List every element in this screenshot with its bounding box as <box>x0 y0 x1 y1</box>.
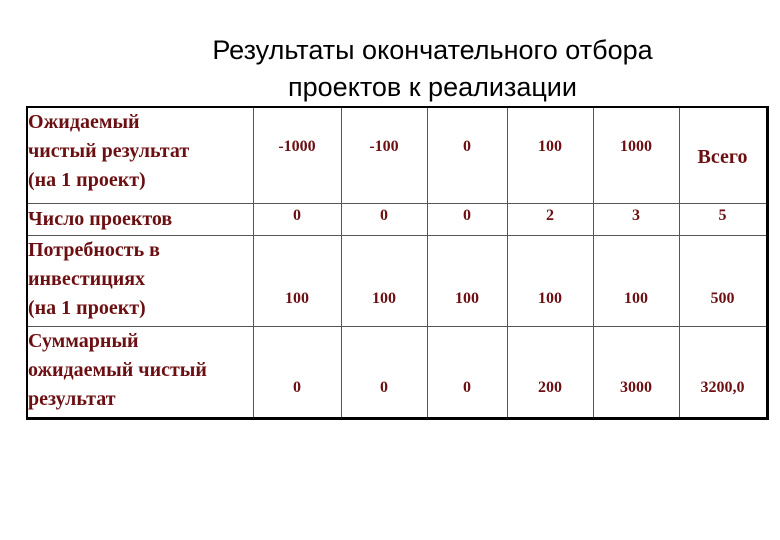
table-cell: 100 <box>507 107 593 203</box>
table-cell: 100 <box>593 235 679 326</box>
row-label-line: инвестициях <box>28 267 146 290</box>
row-label-line: Суммарный <box>28 329 139 352</box>
table-cell: 3000 <box>593 326 679 418</box>
table-row-investment-need <box>27 235 767 326</box>
table-cell-total: 5 <box>679 203 767 235</box>
row-label-line: (на 1 проект) <box>28 169 146 191</box>
table-cell: 100 <box>427 235 507 326</box>
page-title-line-1: Результаты окончательного отбора <box>212 35 653 65</box>
row-label-line: Ожидаемый <box>28 111 140 133</box>
row-label-expected-net-result <box>27 107 253 203</box>
row-label-line: Потребность в <box>28 238 160 261</box>
table-cell: 0 <box>341 203 427 235</box>
table-cell: -1000 <box>253 107 341 203</box>
row-label-line: чистый результат <box>28 140 190 162</box>
row-label-investment-need <box>27 235 253 326</box>
table-cell: 1000 <box>593 107 679 203</box>
table-cell: 0 <box>427 107 507 203</box>
table-row-expected-net-result <box>27 107 767 203</box>
table-cell: 100 <box>507 235 593 326</box>
results-table <box>26 106 769 420</box>
table-cell: 200 <box>507 326 593 418</box>
table-cell: 0 <box>427 326 507 418</box>
row-label-line: результат <box>28 387 116 410</box>
table-cell: 0 <box>341 326 427 418</box>
table-cell: 2 <box>507 203 593 235</box>
row-label-line: Число проектов <box>28 207 173 230</box>
table-cell: 100 <box>341 235 427 326</box>
row-label-line: (на 1 проект) <box>28 296 146 319</box>
row-label-project-count <box>27 203 253 235</box>
table-row-total-expected-net-result <box>27 326 767 418</box>
column-header-total: Всего <box>679 107 767 203</box>
table-cell: 0 <box>427 203 507 235</box>
page-title <box>100 32 765 106</box>
row-label-total-expected-net-result <box>27 326 253 418</box>
row-label-line: ожидаемый чистый <box>28 358 207 381</box>
table-row-project-count <box>27 203 767 235</box>
table-cell-total: 3200,0 <box>679 326 767 418</box>
page-title-line-2: проектов к реализации <box>288 72 577 102</box>
table-cell: 0 <box>253 326 341 418</box>
table-cell: 0 <box>253 203 341 235</box>
table-cell: 100 <box>253 235 341 326</box>
table-cell: -100 <box>341 107 427 203</box>
table-cell-total: 500 <box>679 235 767 326</box>
table-cell: 3 <box>593 203 679 235</box>
